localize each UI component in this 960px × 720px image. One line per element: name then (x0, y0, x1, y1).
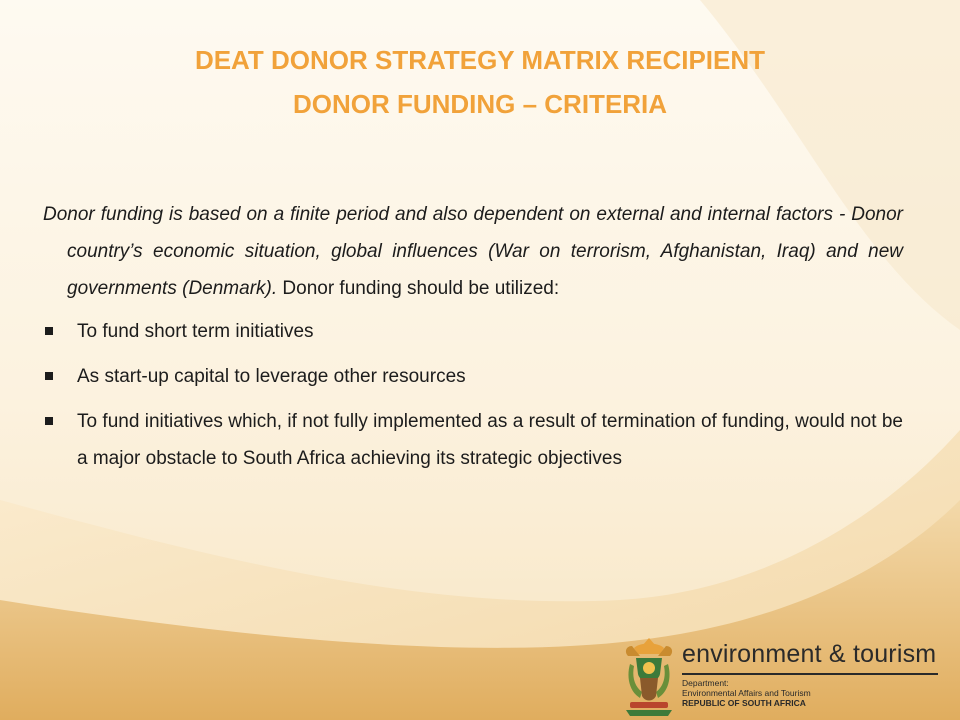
intro-italic-text: Donor funding is based on a finite period and also dependent on external and internal factors - Donor country’s economic situation, global influences (War on terrorism, Afghanistan, Iraq) and new governments (Denmark). (43, 204, 903, 299)
title-line-2: DONOR FUNDING – CRITERIA (292, 89, 668, 119)
intro-paragraph (43, 196, 903, 307)
dept-label: Department: (682, 678, 729, 688)
square-bullet-icon (45, 417, 53, 425)
department-logo (610, 628, 950, 720)
country-name: REPUBLIC OF SOUTH AFRICA (682, 698, 806, 708)
dept-name: Environmental Affairs and Tourism (682, 688, 811, 698)
brand-divider (682, 673, 938, 675)
slide-body (43, 196, 903, 485)
list-item-text: As start-up capital to leverage other resources (77, 366, 466, 387)
list-item (43, 313, 903, 350)
square-bullet-icon (45, 327, 53, 335)
list-item-text: To fund initiatives which, if not fully implemented as a result of termination of funding, would not be a major obstacle to South Africa achieving its strategic objectives (77, 411, 903, 469)
list-item (43, 403, 903, 477)
slide-title (0, 38, 960, 126)
list-item-text: To fund short term initiatives (77, 321, 314, 342)
square-bullet-icon (45, 372, 53, 380)
brand-name: environment & tourism (682, 640, 937, 668)
title-line-1: DEAT DONOR STRATEGY MATRIX RECIPIENT (194, 45, 766, 75)
intro-plain-text: Donor funding should be utilized: (277, 278, 560, 299)
list-item (43, 358, 903, 395)
coat-of-arms-icon (620, 634, 678, 718)
criteria-list (43, 313, 903, 477)
